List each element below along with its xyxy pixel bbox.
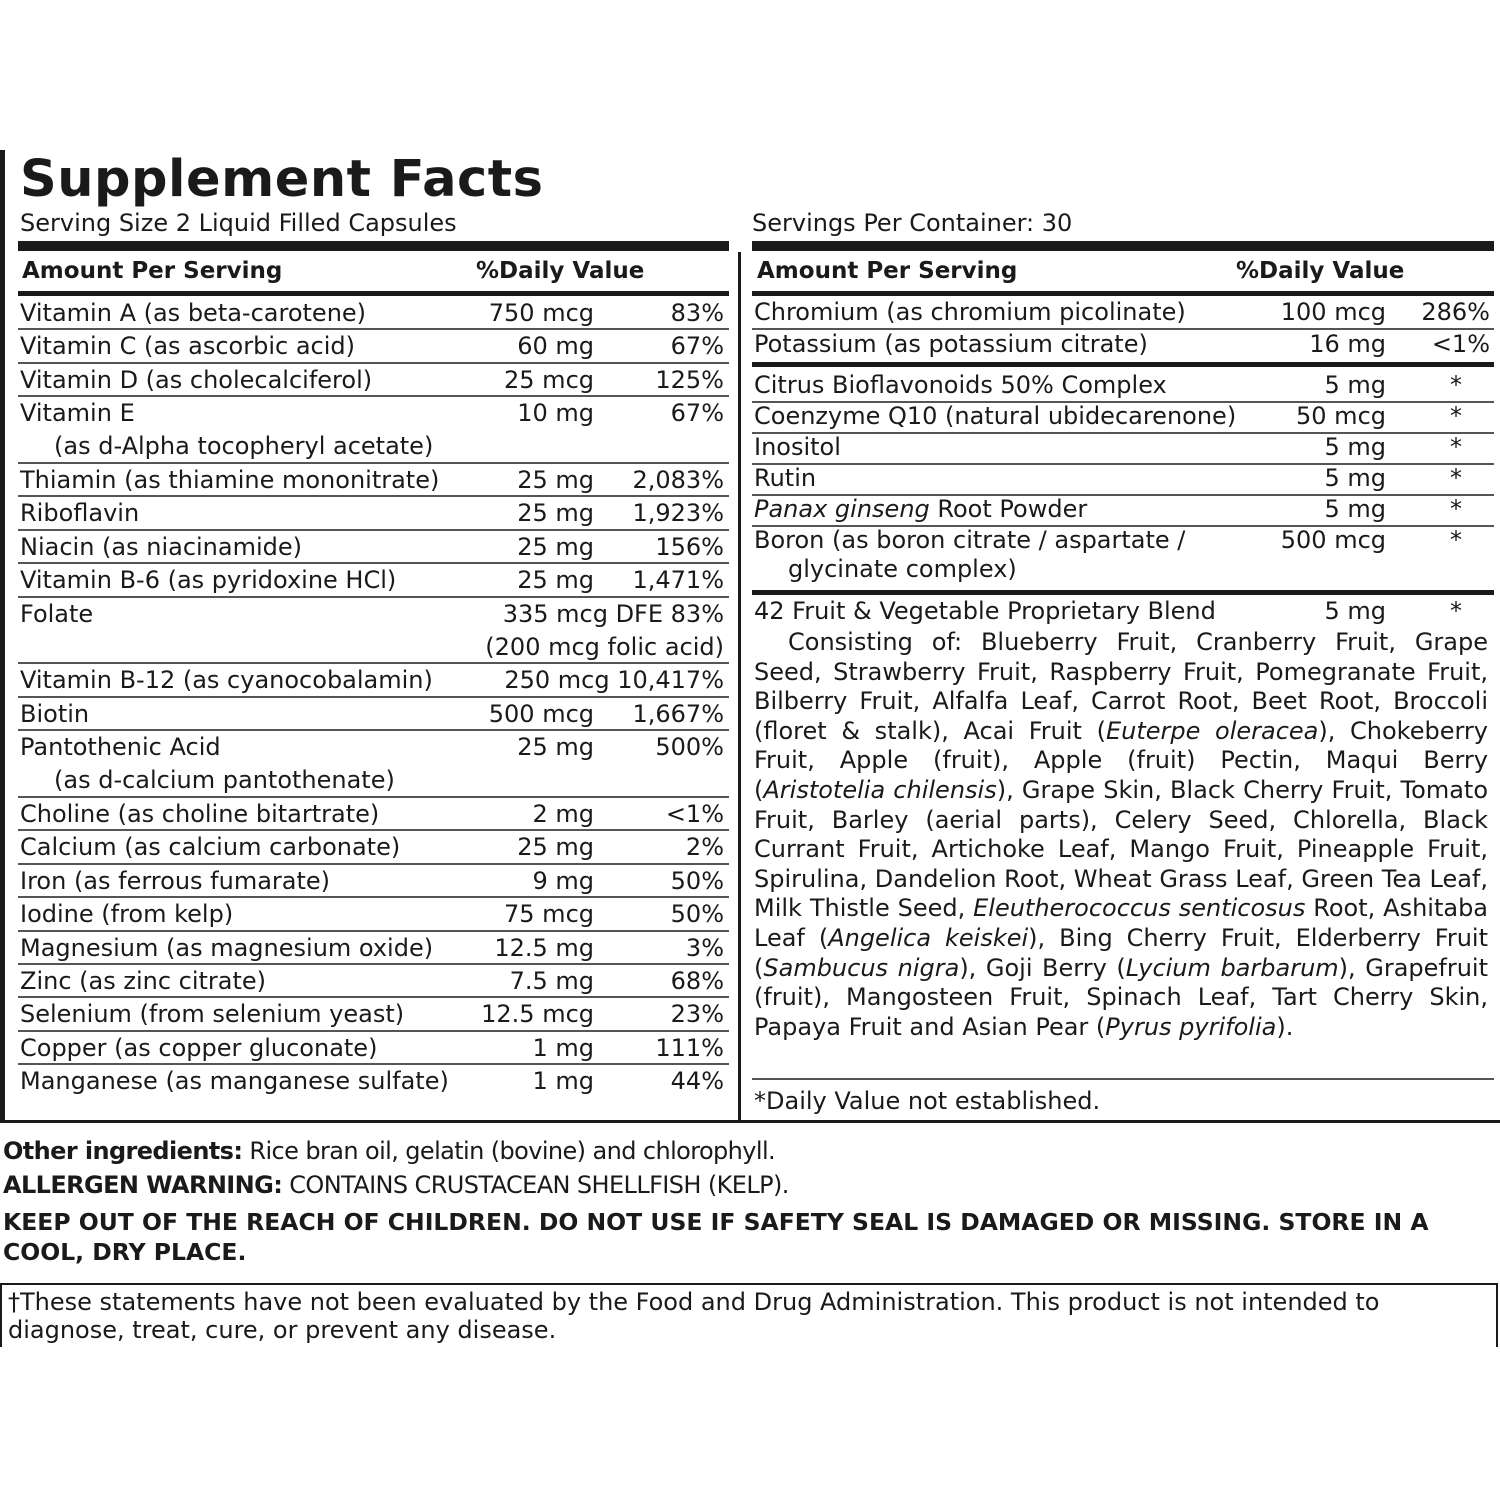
nutrient-dv: * [1450, 433, 1462, 461]
nutrient-dv: 1,667% [632, 699, 724, 728]
nutrient-name: Vitamin C (as ascorbic acid) [20, 332, 356, 361]
nutrient-row [754, 401, 1490, 432]
servings-per-container: Servings Per Container: 30 [752, 209, 1073, 237]
nutrient-amount: 25 mg [517, 566, 594, 595]
nutrient-dv: <1% [1431, 330, 1490, 358]
nutrient-name-latin: Panax ginseng [754, 495, 930, 523]
nutrient-row [20, 731, 726, 798]
nutrient-amount: 5 mg [1324, 371, 1386, 399]
nutrient-row [20, 998, 726, 1031]
nutrient-amount: 5 mg [1324, 597, 1386, 625]
nutrient-name: Vitamin D (as cholecalciferol) [20, 365, 373, 394]
nutrient-name: Folate [20, 599, 94, 628]
nutrient-dv: 67% [670, 332, 724, 361]
other-ingredients-text: Rice bran oil, gelatin (bovine) and chlorophyll. [242, 1137, 776, 1165]
nutrient-row [20, 598, 726, 665]
blend-text-segment: ), Bing Cherry Fruit, Elderberry Fruit ( [754, 923, 1488, 982]
nutrient-name: Choline (as choline bitartrate) [20, 800, 380, 828]
nutrient-name: Vitamin B-6 (as pyridoxine HCl) [20, 566, 397, 595]
nutrient-dv: * [1450, 526, 1462, 554]
nutrient-name: Selenium (from selenium yeast) [20, 1000, 405, 1029]
nutrient-dv: 1,471% [632, 566, 724, 595]
nutrient-row [20, 397, 726, 464]
nutrient-source: (as d-calcium pantothenate) [54, 766, 395, 795]
nutrient-name: Pantothenic Acid [20, 733, 221, 762]
nutrient-dv: 111% [655, 1033, 724, 1062]
left-amount-header: Amount Per Serving [22, 258, 283, 284]
nutrient-dv: * [1450, 371, 1462, 399]
nutrient-row [754, 432, 1490, 463]
nutrient-row [20, 798, 726, 831]
nutrient-amount: 25 mcg [504, 365, 594, 394]
nutrient-dv: <1% [665, 800, 724, 828]
allergen-label: ALLERGEN WARNING: [3, 1171, 283, 1199]
nutrient-row [20, 664, 726, 697]
nutrient-amount: 100 mcg [1280, 298, 1386, 326]
nutrient-row [20, 364, 726, 397]
frame-bottom-border [0, 1120, 1500, 1123]
nutrient-amount-dv: 335 mcg DFE 83% [502, 599, 724, 628]
nutrient-name: Niacin (as niacinamide) [20, 532, 303, 561]
right-blend-rule [752, 590, 1494, 595]
nutrient-amount-dv: 250 mcg 10,417% [504, 666, 724, 695]
nutrient-amount: 12.5 mg [494, 933, 594, 962]
nutrient-amount: 5 mg [1324, 433, 1386, 461]
nutrient-name: Iron (as ferrous fumarate) [20, 866, 331, 895]
nutrient-row [754, 370, 1490, 401]
nutrient-amount: 16 mg [1309, 330, 1386, 358]
serving-size: Serving Size 2 Liquid Filled Capsules [20, 209, 457, 237]
nutrient-row [20, 464, 726, 497]
frame-left-border [0, 150, 5, 1122]
nutrient-note: (200 mcg folic acid) [485, 632, 724, 661]
latin-name: Angelica keiskei [828, 923, 1029, 952]
nutrient-amount: 5 mg [1324, 495, 1386, 523]
nutrient-dv: 23% [670, 1000, 724, 1029]
nutrient-row [754, 494, 1490, 525]
nutrient-row [754, 525, 1490, 587]
nutrient-name: Iodine (from kelp) [20, 900, 234, 929]
allergen-warning [3, 1170, 789, 1200]
right-header-rule [752, 291, 1494, 296]
nutrient-amount: 50 mcg [1296, 402, 1386, 430]
nutrient-dv: * [1450, 597, 1462, 625]
blend-text-segment: ), Chokeberry Fruit, Apple (fruit), Apple (fruit) Pectin, Maqui Berry ( [754, 716, 1488, 804]
nutrient-name: Manganese (as manganese sulfate) [20, 1067, 449, 1096]
latin-name: Pyrus pyrifolia [1105, 1012, 1277, 1041]
nutrient-row [20, 831, 726, 864]
nutrient-dv: 286% [1421, 298, 1490, 326]
latin-name: Euterpe oleracea [1105, 716, 1319, 745]
nutrient-amount: 25 mg [517, 466, 594, 494]
nutrient-name: Inositol [754, 433, 841, 461]
left-dv-header: %Daily Value [476, 258, 645, 284]
nutrient-row [20, 698, 726, 731]
nutrient-amount: 75 mcg [504, 900, 594, 929]
nutrient-name: Thiamin (as thiamine mononitrate) [20, 466, 440, 494]
other-ingredients-label: Other ingredients: [3, 1137, 243, 1165]
nutrient-row [20, 564, 726, 597]
nutrient-source: glycinate complex) [788, 555, 1017, 583]
other-ingredients [3, 1136, 775, 1166]
nutrient-name-rest: Root Powder [929, 495, 1088, 523]
nutrient-row [20, 965, 726, 998]
nutrient-row [754, 596, 1490, 627]
nutrient-row [20, 1065, 726, 1098]
left-top-bar [18, 241, 729, 251]
nutrient-dv: 2% [685, 833, 724, 862]
nutrient-dv: 68% [670, 967, 724, 995]
nutrient-amount: 25 mg [517, 499, 594, 528]
right-mineral-rule [752, 362, 1494, 367]
nutrient-amount: 25 mg [517, 733, 594, 762]
nutrient-name: Calcium (as calcium carbonate) [20, 833, 401, 862]
panel-title: Supplement Facts [20, 150, 544, 209]
nutrient-dv: 3% [685, 933, 724, 962]
nutrient-dv: * [1450, 402, 1462, 430]
nutrient-row [20, 898, 726, 931]
nutrient-row [20, 932, 726, 965]
nutrient-name: Citrus Bioflavonoids 50% Complex [754, 371, 1167, 399]
blend-bottom-rule [752, 1078, 1494, 1080]
right-dv-header: %Daily Value [1236, 258, 1405, 284]
blend-text-segment: ), Grape Skin, Black Cherry Fruit, Tomato Fruit, Barley (aerial parts), Celery Seed, Chlorella, Black Currant Fruit, Artichoke Leaf, Mango Fruit, Pineapple Fruit, Spirulina, Dandelion Root, Wheat Grass Leaf, Green Tea Leaf, Milk Thistle Seed, [754, 775, 1488, 923]
nutrient-amount: 750 mcg [488, 299, 594, 327]
nutrient-name: Chromium (as chromium picolinate) [754, 298, 1186, 326]
storage-warning: KEEP OUT OF THE REACH OF CHILDREN. DO NOT USE IF SAFETY SEAL IS DAMAGED OR MISSING. STORE IN A COOL, DRY PLACE. [3, 1208, 1429, 1266]
nutrient-row [754, 329, 1490, 360]
nutrient-name: Riboflavin [20, 499, 140, 528]
nutrient-name: Zinc (as zinc citrate) [20, 967, 267, 995]
blend-text-segment: Root, Ashitaba Leaf ( [754, 894, 1489, 952]
left-header-rule [18, 291, 729, 296]
nutrient-amount: 25 mg [517, 833, 594, 862]
nutrient-amount: 500 mcg [1280, 526, 1386, 554]
nutrient-amount: 5 mg [1324, 464, 1386, 492]
blend-text-segment: ), Grapefruit (fruit), Mangosteen Fruit, Spinach Leaf, Tart Cherry Skin, Papaya Fruit and Asian Pear ( [754, 953, 1489, 1041]
right-top-bar [752, 241, 1494, 251]
allergen-text: CONTAINS CRUSTACEAN SHELLFISH (KELP). [282, 1171, 789, 1199]
nutrient-name [754, 494, 1087, 525]
nutrient-name: Vitamin B-12 (as cyanocobalamin) [20, 666, 433, 695]
nutrient-dv: 50% [670, 900, 724, 929]
nutrient-name: Vitamin E [20, 399, 135, 428]
nutrient-source: (as d-Alpha tocopheryl acetate) [54, 432, 434, 461]
blend-text-segment: ). [1276, 1012, 1294, 1041]
nutrient-dv: 83% [670, 299, 724, 327]
blend-text-segment: Consisting of: Blueberry Fruit, Cranberry Fruit, Grape Seed, Strawberry Fruit, Raspberry Fruit, Pomegranate Fruit, Bilberry Fruit, Alfalfa Leaf, Carrot Root, Beet Root, Broccoli (floret & stalk), Acai Fruit ( [754, 628, 1488, 745]
nutrient-name: Rutin [754, 464, 817, 492]
fda-disclaimer: †These statements have not been evaluated by the Food and Drug Administration. This product is not intended to diagnose, treat, cure, or prevent any disease. [8, 1288, 1380, 1344]
nutrient-row [20, 1032, 726, 1065]
nutrient-dv: 500% [655, 733, 724, 762]
nutrient-row [20, 865, 726, 898]
nutrient-amount: 500 mcg [488, 699, 594, 728]
blend-ingredients [754, 628, 1488, 1042]
nutrient-row [20, 531, 726, 564]
right-amount-header: Amount Per Serving [757, 258, 1018, 284]
nutrient-amount: 2 mg [532, 800, 594, 828]
latin-name: Sambucus nigra [763, 953, 960, 982]
nutrient-name: Boron (as boron citrate / aspartate / [754, 526, 1186, 554]
nutrient-amount: 25 mg [517, 532, 594, 561]
nutrient-amount: 12.5 mcg [481, 1000, 594, 1029]
nutrient-dv: * [1450, 495, 1462, 523]
column-divider [738, 252, 741, 1122]
nutrient-row [754, 297, 1490, 328]
nutrient-dv: 156% [655, 532, 724, 561]
nutrient-dv: 44% [670, 1067, 724, 1096]
nutrient-dv: * [1450, 464, 1462, 492]
nutrient-name: Vitamin A (as beta-carotene) [20, 299, 367, 327]
blend-text-segment: ), Goji Berry ( [959, 953, 1126, 982]
nutrient-row [20, 297, 726, 330]
nutrient-name: Coenzyme Q10 (natural ubidecarenone) [754, 402, 1237, 430]
nutrient-dv: 50% [670, 866, 724, 895]
nutrient-dv: 1,923% [632, 499, 724, 528]
nutrient-row [754, 463, 1490, 494]
latin-name: Eleutherococcus senticosus [973, 894, 1306, 923]
nutrient-amount: 9 mg [532, 866, 594, 895]
nutrient-dv: 125% [655, 365, 724, 394]
nutrient-dv: 67% [670, 399, 724, 428]
nutrient-dv: 2,083% [632, 466, 724, 494]
nutrient-amount: 60 mg [517, 332, 594, 361]
nutrient-row [20, 497, 726, 530]
latin-name: Aristotelia chilensis [763, 775, 997, 804]
nutrient-name: Copper (as copper gluconate) [20, 1033, 378, 1062]
nutrient-name: Biotin [20, 699, 90, 728]
latin-name: Lycium barbarum [1125, 953, 1339, 982]
nutrient-name: 42 Fruit & Vegetable Proprietary Blend [754, 597, 1216, 625]
nutrient-amount: 1 mg [532, 1033, 594, 1062]
nutrient-row [20, 330, 726, 363]
nutrient-amount: 7.5 mg [509, 967, 594, 995]
nutrient-name: Magnesium (as magnesium oxide) [20, 933, 434, 962]
nutrient-amount: 10 mg [517, 399, 594, 428]
nutrient-amount: 1 mg [532, 1067, 594, 1096]
nutrient-name: Potassium (as potassium citrate) [754, 330, 1148, 358]
daily-value-footnote: *Daily Value not established. [754, 1087, 1101, 1115]
